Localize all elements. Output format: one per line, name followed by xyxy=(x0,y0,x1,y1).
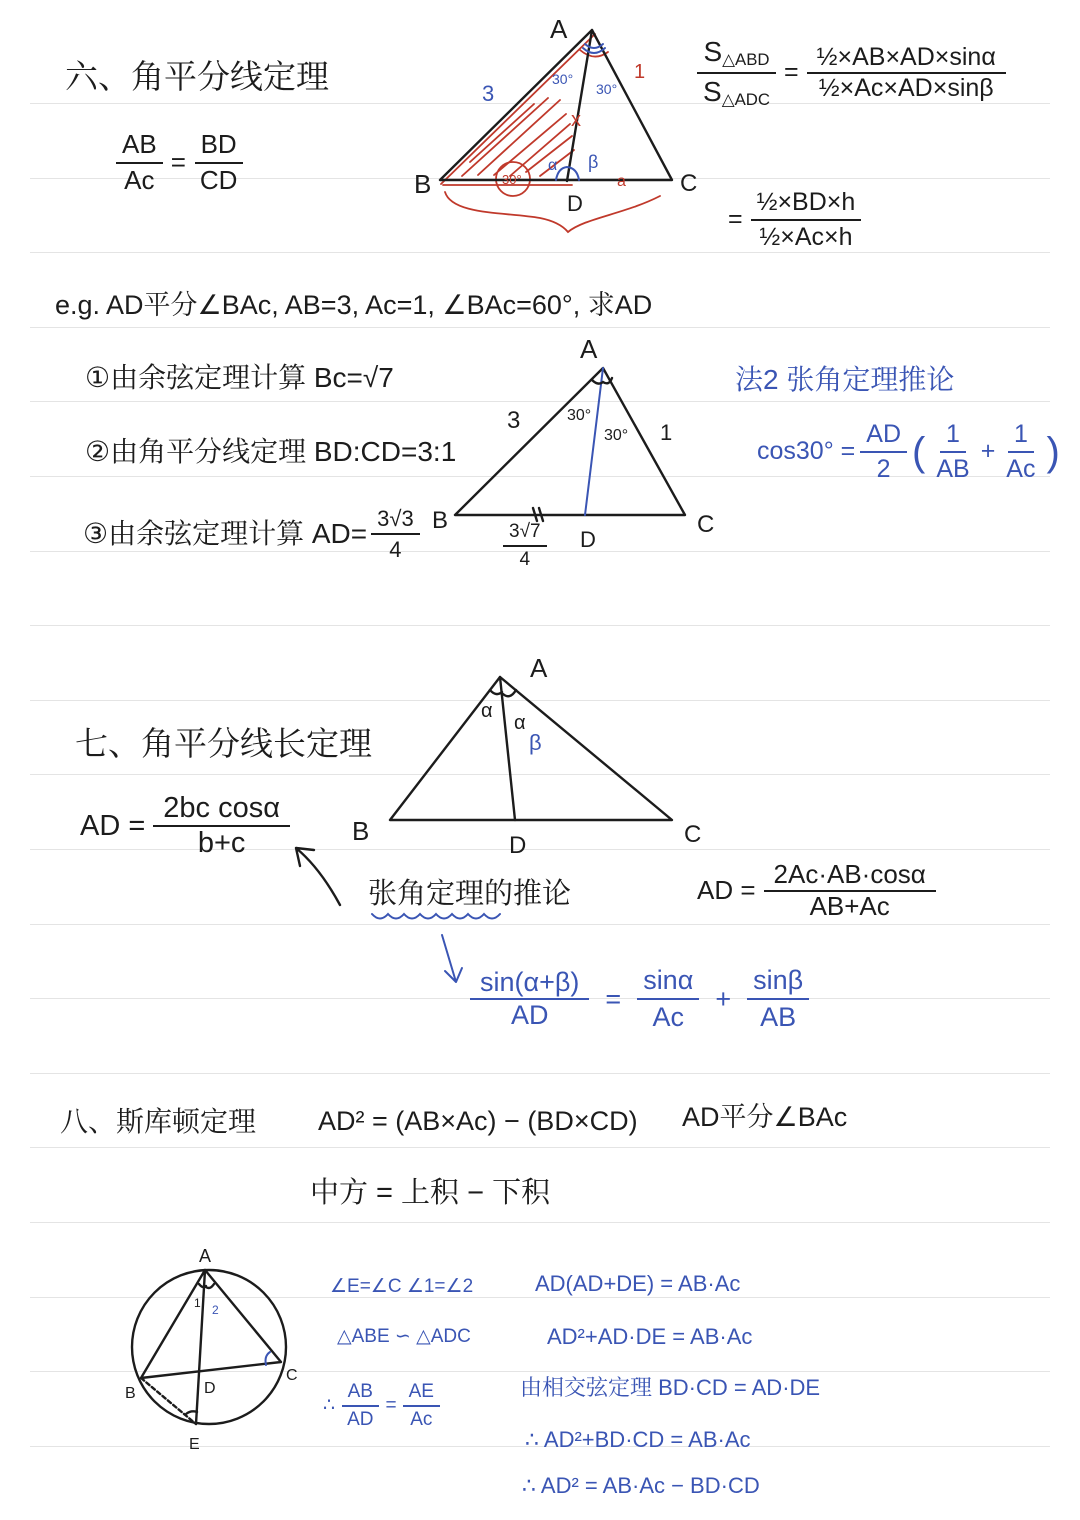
vertex-c-label: C xyxy=(680,170,698,197)
denominator: Ac xyxy=(124,164,155,195)
numerator: 3√3 xyxy=(371,506,420,535)
denominator: CD xyxy=(199,164,238,195)
proof-step-3: 由相交弦定理 BD·CD = AD·DE xyxy=(520,1375,821,1400)
chord-ae xyxy=(196,1270,205,1424)
numerator: AB xyxy=(116,130,163,164)
chord-be-dashed xyxy=(141,1378,196,1424)
plus-sign: + xyxy=(715,983,732,1014)
denominator: b+c xyxy=(197,827,246,860)
angle-dac-label: 30° xyxy=(596,81,618,97)
formula-lhs: AD = xyxy=(697,874,756,905)
red-annotations xyxy=(441,34,660,232)
numerator: 2Ac·AB·cosα xyxy=(764,860,936,892)
angle-1-label: 1 xyxy=(194,1296,201,1310)
angle-2-label: 2 xyxy=(212,1303,219,1317)
method-2-formula xyxy=(757,420,1060,484)
formula-lhs: AD = xyxy=(80,809,146,842)
triangle-abc xyxy=(455,368,685,515)
numerator xyxy=(697,36,775,74)
triangle-subscript: △ADC xyxy=(721,89,771,109)
equals-sign: = xyxy=(385,1394,397,1416)
fraction-1-over-ab xyxy=(930,420,975,484)
fraction-sin-beta-over-ab xyxy=(747,965,809,1033)
side-ac-length: 1 xyxy=(660,420,673,445)
denominator: 4 xyxy=(389,537,402,563)
numerator: AE xyxy=(403,1381,440,1407)
arrow-to-formula xyxy=(296,848,340,905)
vertex-e-label: E xyxy=(189,1436,200,1453)
numerator: ½×AB×AD×sinα xyxy=(807,43,1006,74)
angle-alpha-left: α xyxy=(481,700,493,722)
numerator: AB xyxy=(342,1381,379,1407)
example-step-3 xyxy=(83,506,420,563)
numerator: sin(α+β) xyxy=(470,967,589,1000)
fraction-ab-over-ac xyxy=(116,130,163,196)
angle-dac-label: 30° xyxy=(604,427,629,444)
denominator: AB xyxy=(760,1002,797,1033)
numerator: AD xyxy=(860,420,907,453)
fraction-bd-over-cd xyxy=(194,130,244,196)
vertex-b-label: B xyxy=(432,507,449,534)
example-step-2: ②由角平分线定理 BD:CD=3:1 xyxy=(85,436,457,467)
denominator: AB+Ac xyxy=(809,890,890,921)
bisector-length-formula-2 xyxy=(697,860,936,922)
denominator: Ac xyxy=(410,1408,433,1430)
equals-sign: = xyxy=(170,146,186,177)
denominator xyxy=(697,74,776,110)
arrow-to-identity xyxy=(442,935,462,982)
scooten-formula: AD² = (AB×Ac) − (BD×CD) xyxy=(318,1106,638,1136)
scooten-mnemonic: 中方 = 上积 − 下积 xyxy=(310,1177,551,1209)
proof-step-2: AD²+AD·DE = AB·Ac xyxy=(547,1324,753,1349)
angle-arc-e xyxy=(186,1411,197,1414)
angle-b-label: 30° xyxy=(502,172,522,187)
fraction-1-over-ac xyxy=(1000,420,1041,484)
area-ratio-lhs xyxy=(697,36,776,109)
numerator: 1 xyxy=(940,420,966,453)
angle-arc-a xyxy=(490,690,516,696)
bisector-ad xyxy=(585,368,603,515)
step-3-result xyxy=(371,506,420,563)
vertex-b-label: B xyxy=(352,816,370,846)
vertex-b-label: B xyxy=(414,169,432,199)
denominator: AD xyxy=(347,1408,374,1430)
figure-scooten-circle xyxy=(125,1246,298,1453)
vertex-d-label: D xyxy=(509,832,527,859)
equals-sign: = xyxy=(605,983,622,1014)
angle-sine-identity xyxy=(470,965,809,1033)
example-step-1: ①由余弦定理计算 Bc=√7 xyxy=(85,362,394,393)
cos30-lhs: cos30° = xyxy=(757,437,856,466)
vertex-a-label: A xyxy=(530,653,548,683)
angle-arc-a xyxy=(199,1284,214,1288)
angle-bad-label: 30° xyxy=(567,407,592,424)
vertex-a-label: A xyxy=(550,14,568,44)
side-ab-length: 3 xyxy=(482,81,495,106)
fraction-ae-over-ac xyxy=(403,1381,440,1431)
derivation-note: 张角定理的推论 xyxy=(368,878,572,910)
vertex-b-label: B xyxy=(125,1385,136,1402)
area-ratio-sine-form xyxy=(807,43,1006,103)
vertex-d-label: D xyxy=(567,191,583,216)
numerator: ½×BD×h xyxy=(751,188,862,221)
section-6-title: 六、角平分线定理 xyxy=(65,58,329,95)
numerator: sinα xyxy=(637,965,699,1000)
fraction-sin-sum-over-ad xyxy=(470,967,589,1031)
vertex-d-label: D xyxy=(580,527,596,552)
fraction-ab-over-ad xyxy=(341,1381,379,1431)
denominator: 2 xyxy=(876,454,891,483)
bisector-length-formula xyxy=(80,792,290,861)
proof-ratio xyxy=(323,1381,440,1431)
proof-step-5: ∴ AD² = AB·Ac − BD·CD xyxy=(522,1473,760,1498)
denominator: AB xyxy=(936,454,970,483)
denominator: Ac xyxy=(652,1002,684,1033)
denominator: Ac xyxy=(1006,454,1036,483)
figure-bisector-length xyxy=(296,653,701,982)
vertex-a-label: A xyxy=(580,334,598,364)
denominator: AD xyxy=(510,1000,549,1031)
numerator: sinβ xyxy=(747,965,809,1000)
proof-step-1: AD(AD+DE) = AB·Ac xyxy=(535,1271,741,1296)
area-symbol: S xyxy=(703,36,723,67)
fraction-sin-alpha-over-ac xyxy=(637,965,699,1033)
therefore-symbol: ∴ xyxy=(323,1394,336,1416)
vertex-c-label: C xyxy=(286,1367,298,1384)
side-ab-length: 3 xyxy=(507,407,521,434)
angle-beta-label: β xyxy=(588,152,599,172)
proof-step-4: ∴ AD²+BD·CD = AB·Ac xyxy=(525,1427,751,1452)
bisector-ad xyxy=(500,677,515,820)
bisector-ratio-formula xyxy=(116,130,243,196)
denominator: ½×Ac×h xyxy=(759,222,853,251)
red-brace-under-bc xyxy=(445,192,660,232)
numerator: 3√7 xyxy=(503,521,547,547)
angle-alpha-label: α xyxy=(548,157,558,174)
fraction-ad-over-2 xyxy=(860,420,907,484)
section-8-title: 八、斯库顿定理 xyxy=(60,1106,257,1137)
bisector-length-x: x xyxy=(571,109,581,131)
equals-sign: = xyxy=(784,58,799,87)
numerator: BD xyxy=(195,130,243,164)
equals-sign: = xyxy=(728,205,743,234)
method-2-title: 法2 张角定理推论 xyxy=(735,364,955,395)
area-symbol: S xyxy=(703,75,722,107)
bd-length-label xyxy=(503,521,547,571)
right-paren: ) xyxy=(1046,429,1060,474)
bd-length-fraction xyxy=(503,521,547,571)
angle-beta-label: β xyxy=(529,730,542,755)
proof-similar-triangles: △ABE ∽ △ADC xyxy=(337,1326,471,1347)
step-3-text: ③由余弦定理计算 AD= xyxy=(83,518,368,550)
bisector-length-fraction-2 xyxy=(764,860,936,922)
plus-sign: + xyxy=(980,437,996,466)
bisector-length-fraction xyxy=(153,792,290,861)
denominator: 4 xyxy=(519,548,531,570)
area-ratio-formula xyxy=(697,36,1006,109)
fraction-height-form xyxy=(751,188,862,252)
side-ac-length: 1 xyxy=(634,61,646,83)
proof-angles: ∠E=∠C ∠1=∠2 xyxy=(330,1276,474,1297)
angle-alpha-right: α xyxy=(514,712,526,734)
wavy-underline xyxy=(372,914,500,919)
denominator: ½×Ac×AD×sinβ xyxy=(818,73,994,102)
numerator: 1 xyxy=(1008,420,1034,453)
angle-bad-label: 30° xyxy=(552,71,574,87)
vertex-c-label: C xyxy=(684,821,702,848)
area-ratio-height-form xyxy=(728,188,861,252)
scooten-condition: AD平分∠BAc xyxy=(682,1102,848,1132)
segment-dc-a: a xyxy=(617,173,626,190)
circumcircle xyxy=(132,1270,286,1424)
vertex-a-label: A xyxy=(199,1246,212,1266)
vertex-c-label: C xyxy=(697,511,715,538)
figure-bisector-theorem xyxy=(414,14,697,232)
numerator: 2bc cosα xyxy=(153,792,290,827)
left-paren: ( xyxy=(912,429,926,474)
section-7-title: 七、角平分线长定理 xyxy=(75,725,372,762)
figure-example-triangle xyxy=(432,334,714,552)
triangle-subscript: △ABD xyxy=(722,50,770,70)
vertex-d-label: D xyxy=(204,1380,216,1397)
example-prompt: e.g. AD平分∠BAc, AB=3, Ac=1, ∠BAc=60°, 求AD xyxy=(55,290,653,320)
